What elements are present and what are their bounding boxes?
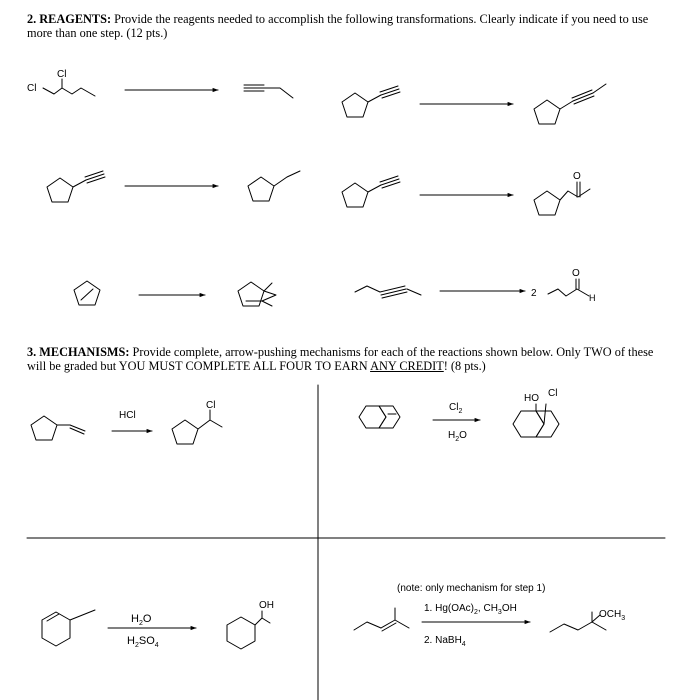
hydroxyl-label: HO [524, 393, 539, 404]
cyclopentyl-propyne-structure [342, 86, 400, 117]
h2o-sub: 2 [455, 436, 460, 443]
step1-sub3: 3 [497, 609, 502, 616]
step1-sub: 2 [474, 609, 478, 616]
dichlorobutane-structure [27, 69, 95, 96]
mechanism-4-product [550, 609, 625, 632]
question-3-points: ! (8 pts.) [443, 359, 486, 373]
aldehyde-structure [531, 268, 596, 303]
cl2-reagent-cl: Cl [449, 402, 459, 413]
mechanism-1-reactant [31, 416, 85, 440]
h2so4-h: H [127, 635, 135, 647]
oxygen-label: O [573, 171, 581, 182]
hydroxyl-label: OH [259, 600, 274, 611]
mechanism-4-step-1 [424, 603, 517, 616]
cyclopentyl-propyne-structure [342, 176, 400, 207]
question-2-instructions: Provide the reagents needed to accomplish the following transformations. Clearly indicate if you need to use more than one step. (12 pts.) [27, 12, 649, 40]
chlorine-label: Cl [57, 69, 67, 80]
h2o-h: H [131, 613, 139, 625]
step1-part-b: , CH [477, 603, 498, 614]
h2o-reagent [448, 430, 467, 443]
methoxy-label [599, 609, 625, 622]
methoxy-sub: 3 [621, 615, 626, 622]
mechanism-4-note: (note: only mechanism for step 1) [397, 583, 546, 594]
question-3-instructions: Provide complete, arrow-pushing mechanisms for each of the reactions shown below. Only TWO of these will be graded but YOU MUST COMPLETE ALL FOUR TO EARN [27, 345, 654, 373]
cl2-reagent-sub: 2 [458, 408, 463, 415]
h2o-o: O [142, 613, 152, 625]
chlorine-label: Cl [27, 83, 37, 94]
cyclopentene-structure [74, 281, 100, 305]
cyclopentyl-propyne-structure [47, 171, 105, 202]
h2o-reagent [131, 613, 152, 627]
question-3-label: 3. MECHANISMS: [27, 345, 130, 359]
mechanism-4-reactant [354, 608, 409, 631]
chlorine-label: Cl [548, 388, 558, 399]
butyne-structure [244, 85, 293, 98]
alkyne-chain-structure [355, 286, 421, 298]
mechanism-3-reactant [42, 610, 95, 646]
question-3-emphasis: ANY CREDIT [370, 359, 444, 373]
h2so4-sub2: 2 [134, 642, 139, 649]
h2o-sub: 2 [138, 620, 143, 627]
cl2-reagent [449, 402, 462, 415]
step1-part-a: 1. Hg(OAc) [424, 603, 475, 614]
oxygen-label: O [572, 268, 580, 279]
mechanism-4-step-2 [424, 635, 466, 648]
bicyclic-product-structure [238, 282, 276, 306]
h2so4-sub4: 4 [154, 642, 159, 649]
mechanism-2-reactant [359, 406, 400, 428]
h2o-h: H [448, 430, 456, 441]
chlorine-label: Cl [206, 400, 216, 411]
step2-sub: 4 [461, 641, 466, 648]
step1-part-c: OH [501, 603, 517, 614]
h2so4-so: SO [138, 635, 155, 647]
question-2-label: 2. REAGENTS: [27, 12, 112, 26]
equivalents-label: 2 [531, 288, 537, 299]
mechanism-2-product [513, 388, 559, 437]
cis-alkene-structure [248, 171, 300, 201]
methoxy-och: OCH [599, 609, 622, 620]
h2so4-reagent [127, 635, 159, 649]
ketone-structure [534, 171, 590, 215]
cyclopentyl-butyne-structure [534, 84, 606, 124]
step2-part-a: 2. NaBH [424, 635, 462, 646]
mechanism-1-product [172, 400, 222, 444]
hydrogen-label: H [589, 293, 596, 303]
hcl-reagent: HCl [119, 410, 136, 421]
h2o-o: O [459, 430, 467, 441]
mechanism-3-product [227, 600, 274, 649]
